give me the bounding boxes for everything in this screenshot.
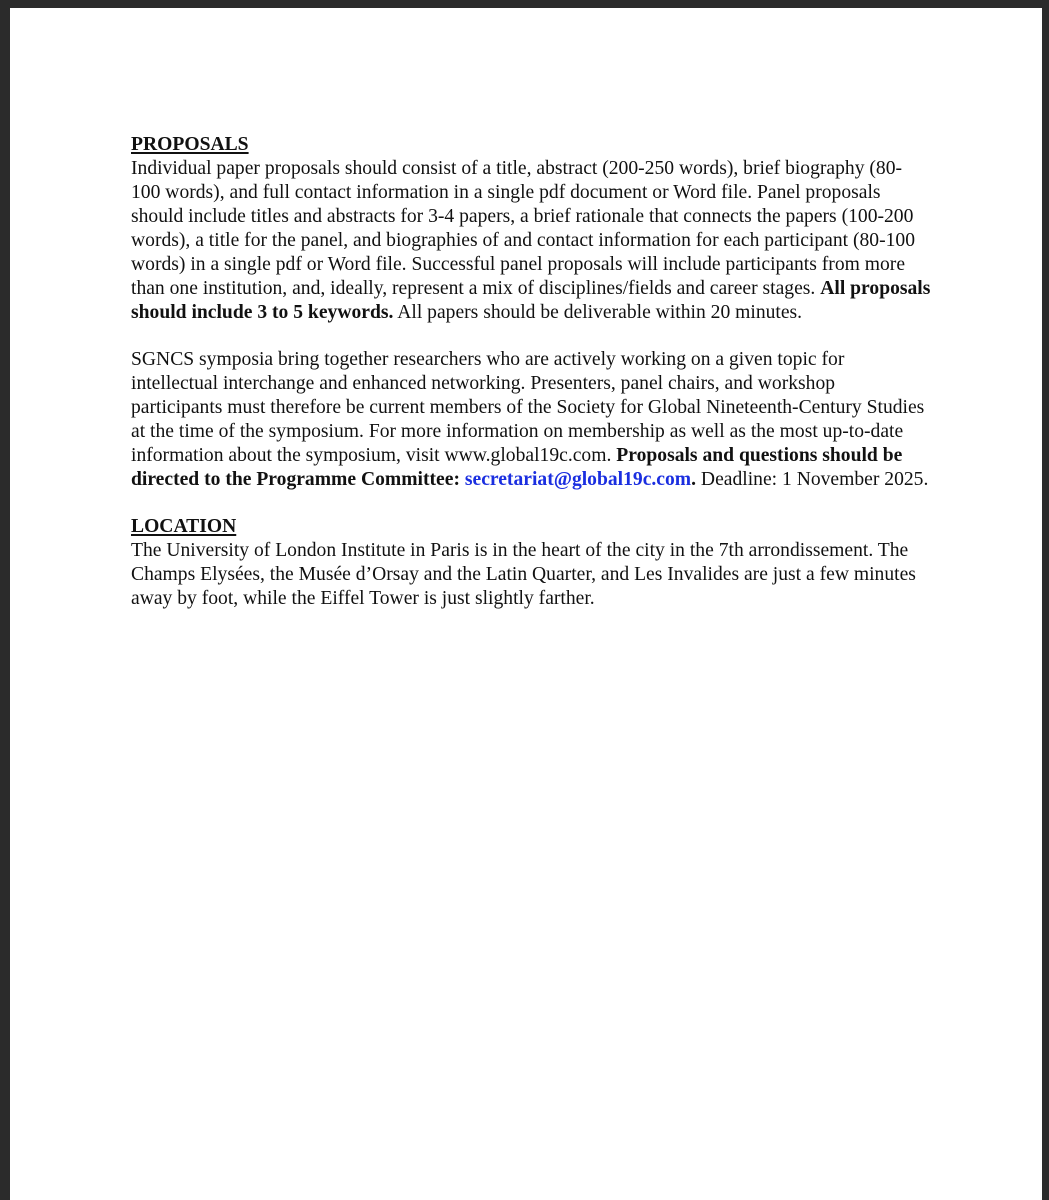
document-content (131, 133, 931, 611)
deadline-text: Deadline: 1 November 2025. (696, 469, 929, 490)
proposals-heading: PROPOSALS (131, 134, 249, 155)
proposals-paragraph (131, 157, 931, 325)
document-page (10, 8, 1042, 1200)
symposia-paragraph (131, 348, 931, 492)
symposia-text: SGNCS symposia bring together researchers who are actively working on a given topic for intellectual interchange and enhanced networking. Presenters, panel chairs, and workshop participants must therefore be current members of the Society for Global Nineteenth-Century Studies at the time of the symposium. For more information on membership as well as the most up-to-date information about the symposium, visit www.global19c.com. (131, 349, 925, 466)
secretariat-email-link[interactable]: secretariat@global19c.com (464, 469, 692, 490)
location-heading: LOCATION (131, 516, 237, 537)
proposals-text: Individual paper proposals should consist of a title, abstract (200-250 words), brief biography (80- 100 words), and full contact information in a single pdf document or Word file. Panel proposals should include titles and abstracts for 3-4 papers, a brief rationale that connects the papers (100-200 words), a title for the panel, and biographies of and contact information for each participant (80-100 words) in a single pdf or Word file. Successful panel proposals will include participants from more than one institution, and, ideally, represent a mix of disciplines/fields and career stages. (131, 158, 916, 299)
symposia-period: . (691, 469, 697, 490)
proposals-keywords-note: All proposals should include 3 to 5 keywords. (131, 278, 931, 323)
location-paragraph: The University of London Institute in Paris is in the heart of the city in the 7th arrondissement. The Champs Elysées, the Musée d’Orsay and the Latin Quarter, and Les Invalides are just a few minutes away by foot, while the Eiffel Tower is just slightly farther. (131, 540, 916, 609)
paragraph-spacer (131, 325, 931, 348)
proposals-duration-text: All papers should be deliverable within 20 minutes. (393, 302, 803, 323)
paragraph-spacer (131, 492, 931, 515)
symposia-contact-note: Proposals and questions should be directed to the Programme Committee: (131, 445, 903, 490)
